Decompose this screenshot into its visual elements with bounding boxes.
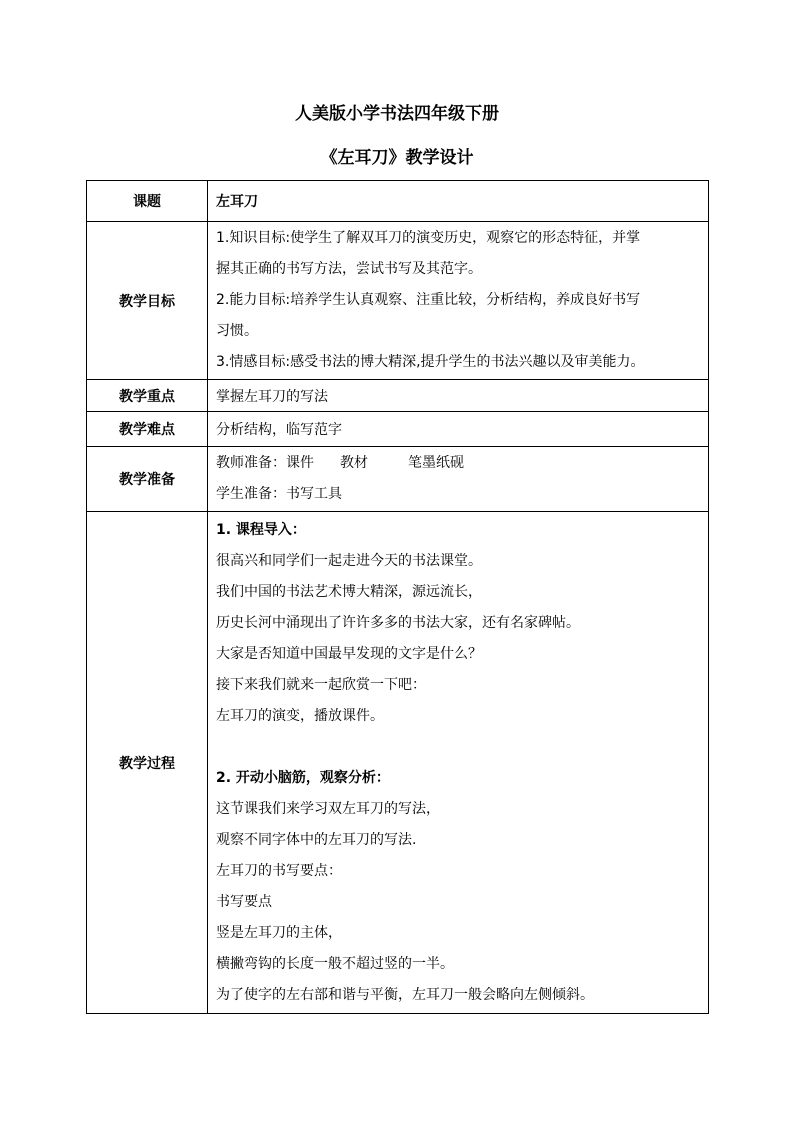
goal-line: 习惯。 <box>216 323 258 339</box>
process-line: 书写要点 <box>216 893 272 910</box>
row-preparation <box>87 447 709 512</box>
label-key-points: 教学重点 <box>87 380 208 412</box>
label-goals: 教学目标 <box>87 222 208 380</box>
row-goals <box>87 222 709 380</box>
row-key-points <box>87 380 709 412</box>
row-process <box>87 512 709 1014</box>
process-section-title: 2. 开动小脑筋，观察分析： <box>216 769 390 786</box>
teacher-prep-item: 教材 <box>340 455 368 471</box>
process-line: 很高兴和同学们一起走进今天的书法课堂。 <box>216 552 482 569</box>
value-preparation <box>208 447 709 512</box>
process-line: 大家是否知道中国最早发现的文字是什么？ <box>216 645 482 662</box>
label-difficulties: 教学难点 <box>87 412 208 447</box>
process-line: 观察不同字体中的左耳刀的写法. <box>216 831 417 848</box>
value-goals <box>208 222 709 380</box>
document-title: 人美版小学书法四年级下册 <box>295 104 499 124</box>
value-process <box>208 512 709 1014</box>
teacher-prep-prefix: 教师准备：课件 <box>216 455 314 471</box>
teacher-preparation <box>216 448 704 479</box>
process-line: 这节课我们来学习双左耳刀的写法， <box>216 800 440 817</box>
teacher-prep-item: 笔墨纸砚 <box>408 455 464 471</box>
process-line: 横撇弯钩的长度一般不超过竖的一半。 <box>216 955 454 972</box>
row-topic <box>87 181 709 222</box>
value-difficulties: 分析结构，临写范字 <box>208 412 709 447</box>
process-line: 为了使字的左右部和谐与平衡，左耳刀一般会略向左侧倾斜。 <box>216 986 594 1003</box>
process-line: 接下来我们就来一起欣赏一下吧： <box>216 676 426 693</box>
blank-line <box>216 732 704 763</box>
process-line: 左耳刀的演变，播放课件。 <box>216 707 384 724</box>
goal-line: 握其正确的书写方法，尝试书写及其范字。 <box>216 261 482 277</box>
process-section-title: 1. 课程导入： <box>216 521 306 538</box>
label-topic: 课题 <box>87 181 208 222</box>
lesson-plan-table <box>86 180 709 1014</box>
goal-line: 3.情感目标:感受书法的博大精深,提升学生的书法兴趣以及审美能力。 <box>216 354 645 370</box>
label-process: 教学过程 <box>87 512 208 1014</box>
label-preparation: 教学准备 <box>87 447 208 512</box>
goal-line: 2.能力目标:培养学生认真观察、注重比较，分析结构，养成良好书写 <box>216 292 641 308</box>
goal-line: 1.知识目标:使学生了解双耳刀的演变历史，观察它的形态特征，并掌 <box>216 230 641 246</box>
process-line: 竖是左耳刀的主体， <box>216 924 342 941</box>
student-preparation: 学生准备：书写工具 <box>216 486 342 502</box>
process-line: 历史长河中涌现出了许许多多的书法大家，还有名家碑帖。 <box>216 614 580 631</box>
row-difficulties <box>87 412 709 447</box>
process-line: 我们中国的书法艺术博大精深，源远流长， <box>216 583 482 600</box>
process-line: 左耳刀的书写要点： <box>216 862 342 879</box>
document-subtitle: 《左耳刀》教学设计 <box>320 148 474 168</box>
value-topic: 左耳刀 <box>208 181 709 222</box>
value-key-points: 掌握左耳刀的写法 <box>208 380 709 412</box>
